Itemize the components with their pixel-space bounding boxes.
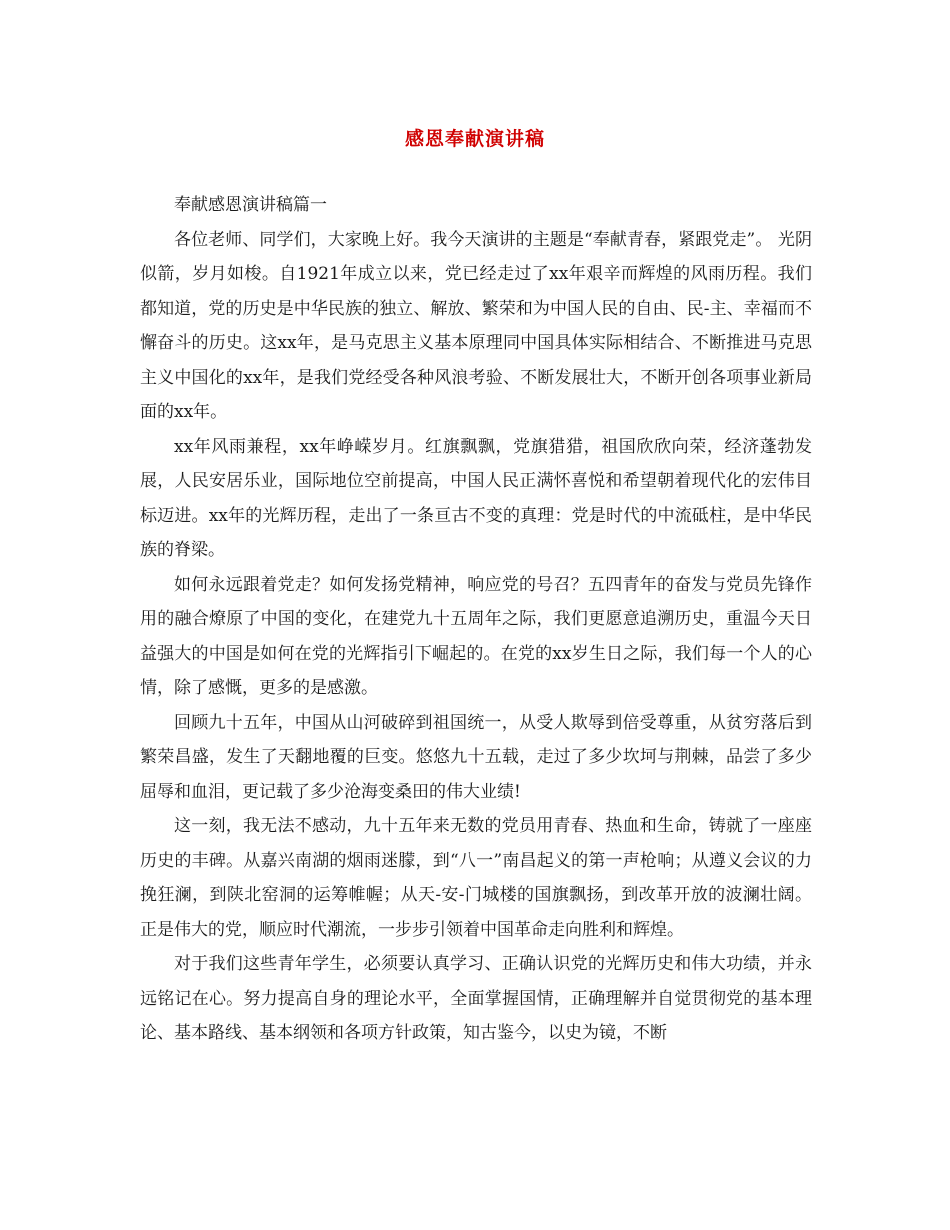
document-title: 感恩奉献演讲稿 xyxy=(404,128,545,150)
paragraph: xx年风雨兼程，xx年峥嵘岁月。红旗飘飘，党旗猎猎，祖国欣欣向荣，经济蓬勃发展，人民安居乐业，国际地位空前提高，中国人民正满怀喜悦和希望朝着现代化的宏伟目标迈进。xx年的光辉历程，走出了一条亘古不变的真理：党是时代的中流砥柱，是中华民族的脊梁。 xyxy=(140,436,812,560)
paragraph: 这一刻，我无法不感动，九十五年来无数的党员用青春、热血和生命，铸就了一座座历史的丰碑。从嘉兴南湖的烟雨迷朦，到“八一”南昌起义的第一声枪响；从遵义会议的力挽狂澜，到陕北窑洞的运筹帷幄；从天-安-门城楼的国旗飘扬，到改革开放的波澜壮阔。正是伟大的党，顺应时代潮流，一步步引领着中国革命走向胜利和辉煌。 xyxy=(140,816,812,940)
paragraph: 回顾九十五年，中国从山河破碎到祖国统一，从受人欺辱到倍受尊重，从贫穷落后到繁荣昌盛，发生了天翻地覆的巨变。悠悠九十五载，走过了多少坎坷与荆棘，品尝了多少屈辱和血泪，更记载了多少沧海变桑田的伟大业绩! xyxy=(140,712,812,802)
paragraph: 如何永远跟着党走？如何发扬党精神，响应党的号召？五四青年的奋发与党员先锋作用的融合燎原了中国的变化，在建党九十五周年之际，我们更愿意追溯历史，重温今天日益强大的中国是如何在党的光辉指引下崛起的。在党的xx岁生日之际，我们每一个人的心情，除了感慨，更多的是感激。 xyxy=(140,574,812,698)
paragraph: 对于我们这些青年学生，必须要认真学习、正确认识党的光辉历史和伟大功绩，并永远铭记在心。努力提高自身的理论水平，全面掌握国情，正确理解并自觉贯彻党的基本理论、基本路线、基本纲领和各项方针政策，知古鉴今，以史为镜，不断 xyxy=(140,954,812,1043)
document-body xyxy=(140,188,812,1051)
section-heading: 奉献感恩演讲稿篇一 xyxy=(174,195,327,215)
paragraph: 各位老师、同学们，大家晚上好。我今天演讲的主题是“奉献青春，紧跟党走”。 光阴似箭，岁月如梭。自1921年成立以来，党已经走过了xx年艰辛而辉煌的风雨历程。我们都知道，党的历史是中华民族的独立、解放、繁荣和为中国人民的自由、民-主、幸福而不懈奋斗的历史。这xx年，是马克思主义基本原理同中国具体实际相结合、不断推进马克思主义中国化的xx年，是我们党经受各种风浪考验、不断发展壮大，不断开创各项事业新局面的xx年。 xyxy=(140,229,812,422)
